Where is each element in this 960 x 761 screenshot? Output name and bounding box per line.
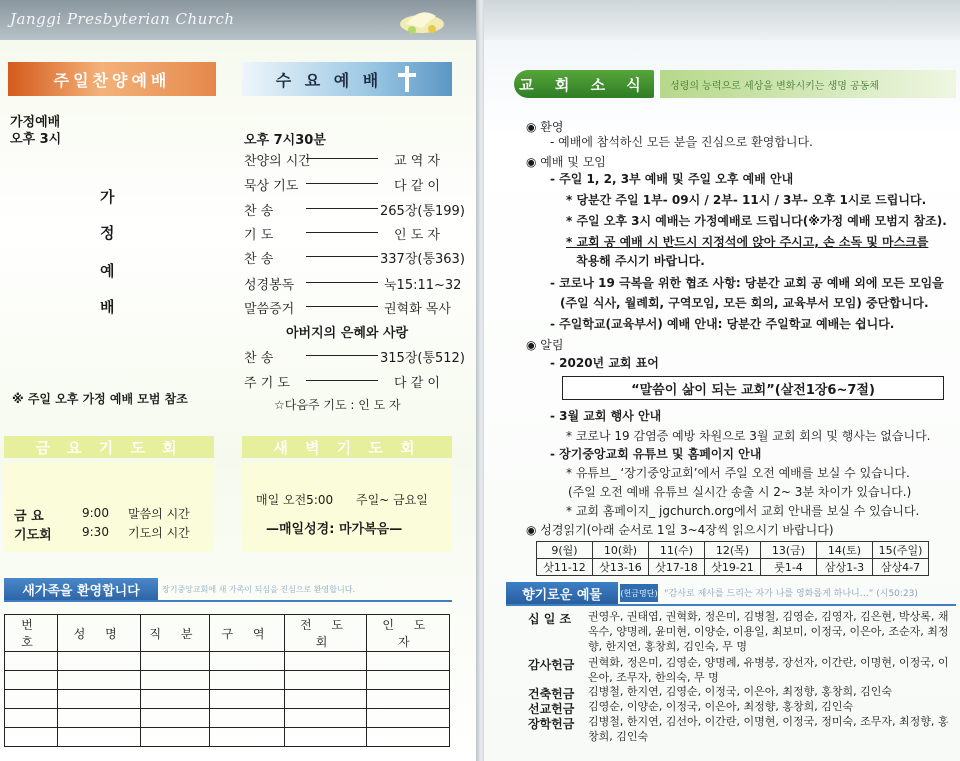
- order-leader-line: [306, 282, 378, 283]
- reading-day: 13(금): [761, 542, 817, 559]
- notice-heading: ◉ 알림: [526, 338, 564, 352]
- table-row: [5, 652, 450, 671]
- worship-bullet: * 주일 오후 3시 예배는 가정예배로 드립니다(※가정 예배 모범지 참조).: [566, 214, 947, 228]
- col-header: 직 분: [141, 615, 209, 652]
- new-family-table: [4, 614, 450, 747]
- offering-names: 권영우, 권태엽, 권혁화, 정은미, 김병철, 김영순, 김영자, 김은현, 박상록, 채옥수, 양명례, 윤미현, 이양순, 이용일, 최보미, 이정국, 이은아, 조순자, 최정향, 한지연, 홍창희, 김인숙, 무 명: [588, 610, 949, 653]
- order-item: 찬양의 시간: [244, 154, 311, 169]
- order-leader: 눅15:11~32: [384, 278, 462, 293]
- col-header: 구 역: [209, 615, 285, 652]
- worship-bullet: * 교회 공 예배 시 반드시 지정석에 앉아 주시고, 손 소독 및 마스크를: [566, 235, 929, 249]
- wednesday-time: 오후 7시30분: [244, 133, 326, 148]
- order-item: 기 도: [244, 228, 274, 243]
- col-header: 번 호: [5, 615, 58, 652]
- church-name: Janggi Presbyterian Church: [10, 10, 235, 28]
- friday-row-desc: 기도의 시간: [128, 526, 190, 540]
- offering-names: 김병철, 한지연, 김영순, 이정국, 이은아, 최정향, 홍창희, 김인숙: [588, 685, 892, 698]
- reading-day: 9(월): [537, 542, 593, 559]
- wednesday-worship-banner: [242, 62, 452, 96]
- order-leader: 다 같 이: [394, 376, 440, 391]
- friday-row-label: 기도회: [14, 528, 52, 543]
- order-leader-line: [306, 183, 378, 184]
- reading-day: 15(주일): [873, 542, 929, 559]
- offering-label: 건축헌금: [528, 687, 575, 701]
- left-header-bar: [0, 0, 478, 40]
- order-item: 찬 송: [244, 351, 274, 366]
- daily-bible-note: —매일성경: 마가복음—: [266, 522, 403, 537]
- order-leader: 다 같 이: [394, 179, 440, 194]
- order-item: 찬 송: [244, 252, 274, 267]
- bible-reading-table: [536, 541, 929, 576]
- reading-ref: 룻1-4: [761, 559, 817, 576]
- friday-prayer-banner: 금 요 기 도 회: [4, 436, 214, 458]
- youtube-heading: - 장기중앙교회 유튜브 및 홈페이지 안내: [550, 447, 762, 461]
- dove-icon: [392, 4, 452, 38]
- dawn-days: 주일~ 금요일: [356, 493, 428, 507]
- offering-label: 선교헌금: [528, 702, 575, 716]
- col-header: 인 도 자: [366, 615, 449, 652]
- offering-banner: 향기로운 예물: [506, 582, 618, 604]
- order-leader-line: [306, 256, 378, 257]
- reading-ref: 삿19-21: [705, 559, 761, 576]
- bible-reading-heading: ◉ 성경읽기(아래 순서로 1일 3~4장씩 읽으시기 바랍니다): [526, 523, 834, 537]
- order-leader-line: [306, 158, 378, 159]
- vertical-char: 예: [100, 262, 115, 280]
- order-leader: 권혁화 목사: [384, 302, 451, 317]
- order-item: 묵상 기도: [244, 179, 299, 194]
- reading-day: 11(수): [649, 542, 705, 559]
- worship-bullet: * 당분간 주일 1부- 09시 / 2부- 11시 / 3부- 오후 1시로 드립니다.: [566, 193, 927, 207]
- next-week-prayer: ☆다음주 기도 : 인 도 자: [274, 398, 401, 412]
- order-item: 말씀증거: [244, 302, 295, 317]
- worship-bullet: 착용해 주시기 바랍니다.: [576, 254, 705, 268]
- offering-names: 김영순, 이양순, 이정국, 이은아, 최정향, 홍창희, 김인숙: [588, 700, 854, 713]
- offering-label: 십 일 조: [528, 612, 572, 626]
- order-item: 주 기 도: [244, 376, 290, 391]
- offering-names: 김병철, 한지연, 김선아, 이간란, 이명현, 이정국, 정미숙, 조무자, 최정향, 홍창희, 김인숙: [588, 715, 949, 743]
- new-family-rule: [4, 600, 452, 602]
- table-row: [5, 728, 450, 747]
- table-row: [5, 690, 450, 709]
- order-item: 성경봉독: [244, 278, 295, 293]
- order-leader: 교 역 자: [394, 154, 440, 169]
- reading-ref: 삼상1-3: [817, 559, 873, 576]
- left-page: [0, 0, 478, 761]
- cross-icon: [396, 64, 418, 94]
- friday-row-time: 9:00: [82, 506, 109, 520]
- order-leader: 인 도 자: [394, 228, 440, 243]
- march-text: * 코로나 19 감염증 예방 차원으로 3월 교회 회의 및 행사는 없습니다.: [566, 429, 931, 443]
- reading-day: 10(화): [593, 542, 649, 559]
- reading-ref: 삿11-12: [537, 559, 593, 576]
- worship-sub: - 주일 1, 2, 3부 예배 및 주일 오후 예배 안내: [550, 172, 794, 186]
- sunday-service-name: 가정예배: [10, 115, 61, 130]
- reading-ref: 삼상4-7: [873, 559, 929, 576]
- order-leader-line: [306, 232, 378, 233]
- church-news-banner: 교 회 소 식: [514, 70, 654, 98]
- youtube-bullet: * 유튜브_ ‘장기중앙교회’에서 주일 오전 예배를 보실 수 있습니다.: [566, 466, 910, 480]
- reading-day: 12(목): [705, 542, 761, 559]
- offering-label: 장학헌금: [528, 717, 575, 731]
- order-leader: 337장(통363): [380, 252, 465, 267]
- dawn-prayer-banner: 새 벽 기 도 회: [242, 436, 452, 458]
- friday-row-desc: 말씀의 시간: [128, 507, 190, 521]
- sunday-service-time: 오후 3시: [10, 132, 62, 147]
- sunday-note: ※ 주일 오후 가정 예배 모범 참조: [12, 392, 188, 406]
- homepage-bullet: * 교회 홈페이지_ jgchurch.org에서 교회 안내를 보실 수 있습니다.: [566, 504, 920, 518]
- order-leader: 315장(통512): [380, 351, 465, 366]
- march-heading: - 3월 교회 행사 안내: [550, 409, 662, 423]
- reading-ref: 삿17-18: [649, 559, 705, 576]
- motto-heading: - 2020년 교회 표어: [550, 356, 659, 370]
- church-news-tagline: 성령의 능력으로 세상을 변화시키는 생명 공동체: [660, 70, 956, 98]
- church-motto-box: “말씀이 삶이 되는 교회”(살전1장6~7절): [562, 376, 944, 400]
- order-item: 찬 송: [244, 204, 274, 219]
- order-leader-line: [306, 355, 378, 356]
- sunday-worship-banner: 주일찬양예배: [8, 62, 216, 96]
- table-row: [5, 671, 450, 690]
- new-family-sub: 장기중앙교회에 새 가족이 되심을 진심으로 환영합니다.: [162, 585, 355, 594]
- youtube-bullet: (주일 오전 예배 유튜브 실시간 송출 시 2~ 3분 차이가 있습니다.): [568, 485, 912, 499]
- vertical-char: 가: [100, 188, 115, 206]
- col-header: 성 명: [58, 615, 141, 652]
- offering-tag: (헌금명단): [620, 584, 658, 602]
- table-row: [5, 709, 450, 728]
- order-leader-line: [306, 380, 378, 381]
- order-leader-line: [306, 208, 378, 209]
- welcome-text: - 예배에 참석하신 모든 분을 진심으로 환영합니다.: [550, 135, 813, 149]
- offering-verse: “감사로 제사를 드리는 자가 나를 영화롭게 하나니…” (시50:23): [664, 589, 918, 599]
- worship-sub: - 주일학교(교육부서) 예배 안내: 당분간 주일학교 예배는 쉽니다.: [550, 317, 895, 331]
- right-page: [484, 0, 960, 761]
- worship-sub: - 코로나 19 극복을 위한 협조 사항: 당분간 교회 공 예배 외에 모든 모임을: [550, 276, 944, 290]
- wednesday-worship-title: 수 요 예 배: [275, 70, 383, 90]
- offering-rule: [506, 604, 956, 606]
- col-header: 전 도 회: [285, 615, 366, 652]
- worship-heading: ◉ 예배 및 모임: [526, 155, 606, 169]
- worship-sub: (주일 식사, 월례회, 구역모임, 모든 회의, 교육부서 모임) 중단합니다.: [560, 296, 929, 310]
- offering-label: 감사헌금: [528, 658, 575, 672]
- reading-day: 14(토): [817, 542, 873, 559]
- order-leader-line: [306, 306, 378, 307]
- offering-names: 권혁화, 정은미, 김영순, 양명례, 유병봉, 장선자, 이간란, 이명현, 이정국, 이은아, 조무자, 한의숙, 무 명: [588, 656, 949, 684]
- friday-row-time: 9:30: [82, 525, 109, 539]
- right-header-bar: [484, 0, 960, 40]
- order-leader: 265장(통199): [380, 204, 465, 219]
- vertical-char: 배: [100, 298, 115, 316]
- reading-ref: 삿13-16: [593, 559, 649, 576]
- sermon-title: 아버지의 은혜와 사랑: [286, 326, 409, 341]
- welcome-heading: ◉ 환영: [526, 120, 564, 134]
- friday-row-label: 금 요: [14, 509, 44, 524]
- new-family-banner: 새가족을 환영합니다: [4, 578, 158, 600]
- vertical-char: 정: [100, 224, 115, 242]
- dawn-time: 매일 오전5:00: [256, 493, 334, 507]
